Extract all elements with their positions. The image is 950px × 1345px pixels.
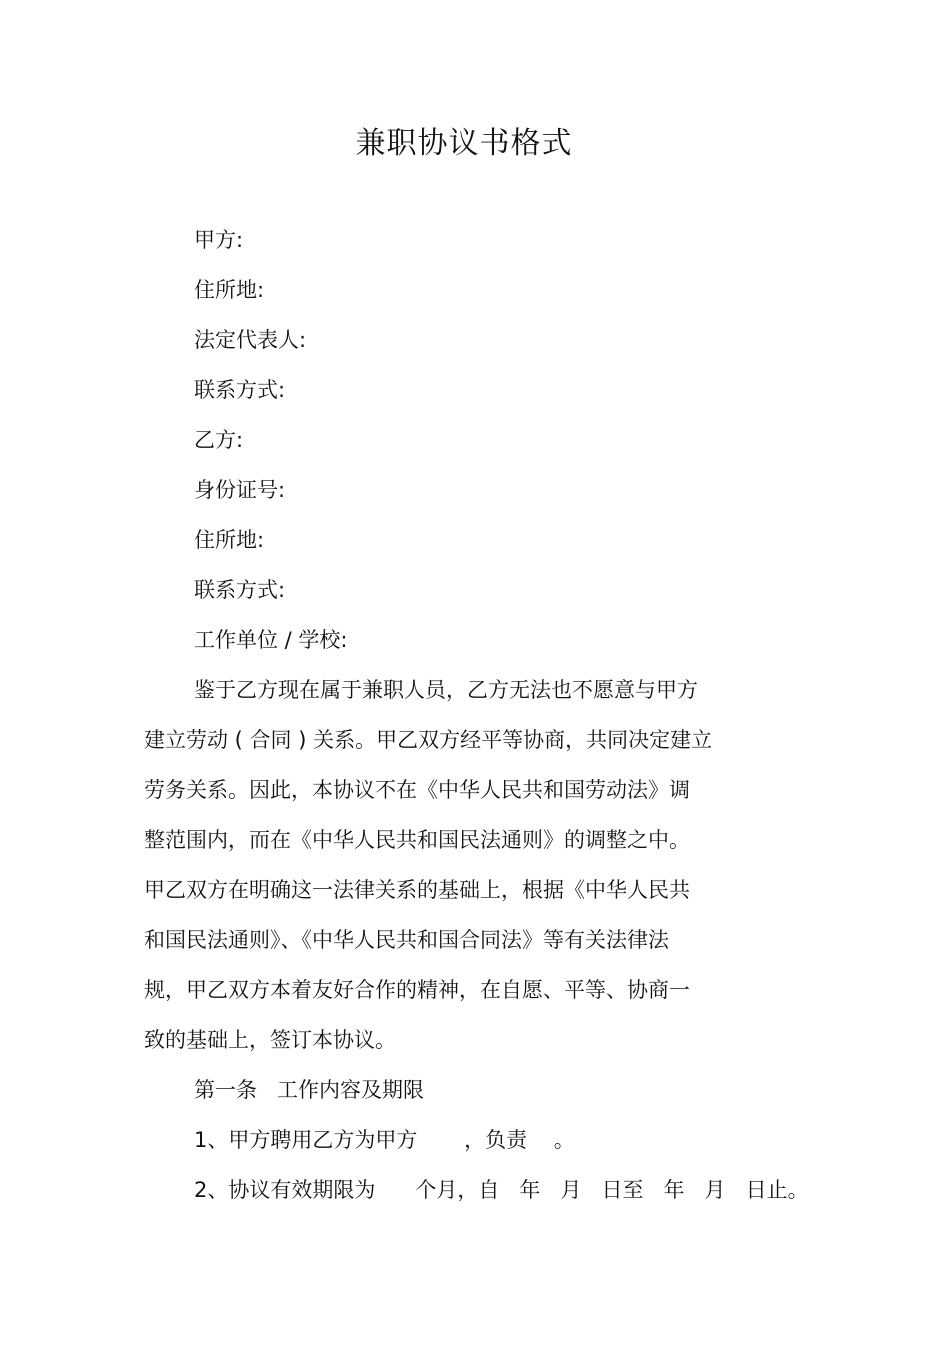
field-party-a: 甲方:	[194, 228, 244, 252]
field-party-a-contact: 联系方式:	[194, 378, 286, 402]
preamble-line: 劳务关系。因此，本协议不在《中华人民共和国劳动法》调	[144, 778, 690, 802]
field-party-a-address: 住所地:	[194, 278, 265, 302]
article-1-heading: 第一条 工作内容及期限	[194, 1078, 425, 1102]
field-legal-representative: 法定代表人:	[194, 328, 307, 352]
preamble-line: 和国民法通则》、《中华人民共和国合同法》等有关法律法	[144, 928, 669, 952]
field-party-b: 乙方:	[194, 428, 244, 452]
field-party-b-address: 住所地:	[194, 528, 265, 552]
field-id-number: 身份证号:	[194, 478, 286, 502]
preamble-line: 致的基础上，签订本协议。	[144, 1028, 396, 1052]
document-title: 兼职协议书格式	[355, 126, 573, 161]
article-1-item-1: 1、甲方聘用乙方为甲方 ，负责 。	[194, 1128, 575, 1152]
article-1-item-2: 2、协议有效期限为 个月，自 年 月 日至 年 月 日止。	[194, 1178, 809, 1202]
preamble-line: 甲乙双方在明确这一法律关系的基础上，根据《中华人民共	[144, 878, 690, 902]
preamble-line: 规，甲乙双方本着友好合作的精神，在自愿、平等、协商一	[144, 978, 690, 1002]
field-party-b-contact: 联系方式:	[194, 578, 286, 602]
preamble-line: 整范围内，而在《中华人民共和国民法通则》的调整之中。	[144, 828, 690, 852]
preamble-line: 建立劳动 ( 合同 ) 关系。甲乙双方经平等协商，共同决定建立	[144, 728, 713, 752]
preamble-line: 鉴于乙方现在属于兼职人员，乙方无法也不愿意与甲方	[194, 678, 698, 702]
field-employer-school: 工作单位 / 学校:	[194, 628, 348, 652]
